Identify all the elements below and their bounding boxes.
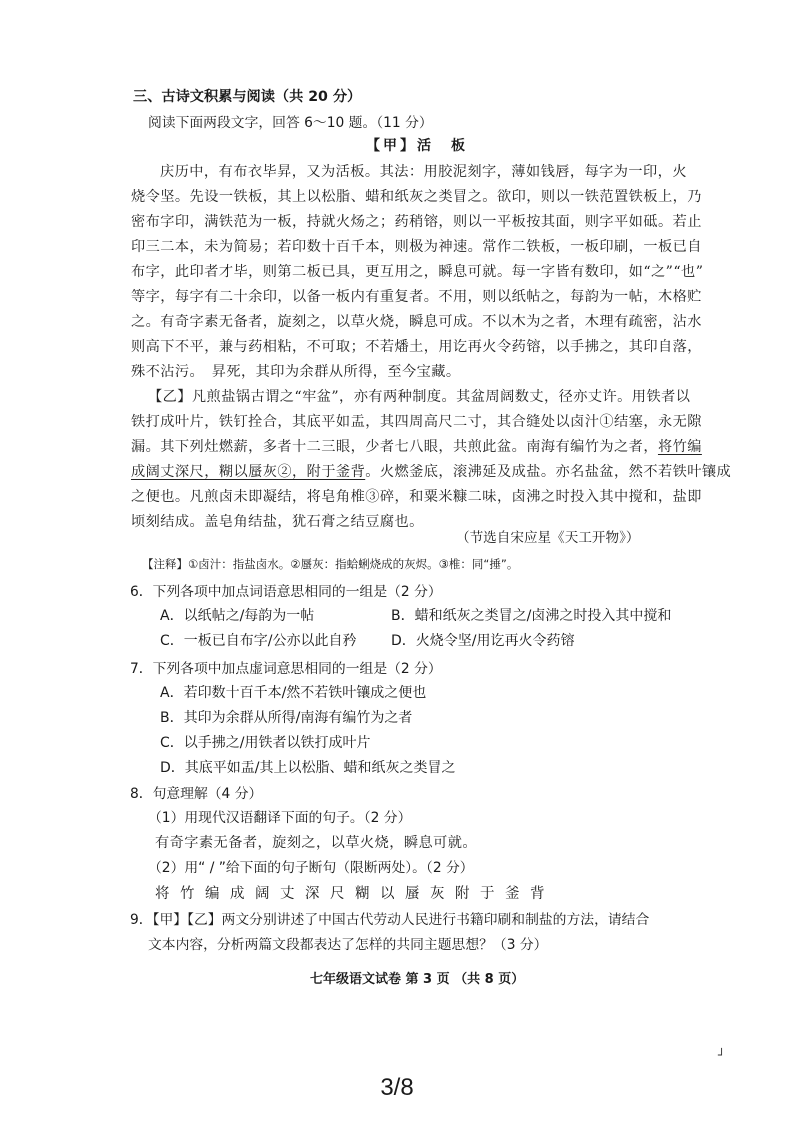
section-title: 三、古诗文积累与阅读（共 20 分） (133, 89, 362, 105)
question-7-stem: 7．下列各项中加点虚词意思相同的一组是（2 分） (130, 661, 442, 677)
passage-jia-line: 庆历中，有布衣毕昇，又为活板。其法：用胶泥刻字，薄如钱唇，每字为一印，火 (160, 164, 687, 180)
reading-intro: 阅读下面两段文字，回答 6～10 题。（11 分） (148, 115, 433, 131)
passage-jia-line: 殊不沾污。 昇死，其印为余群从所得，至今宝藏。 (131, 364, 461, 380)
question-9-line: 文本内容，分析两篇文段都表达了怎样的共同主题思想？（3 分） (148, 937, 548, 953)
passage-yi-line (131, 438, 702, 456)
question-6-option-d: D．火烧令坚/用讫再火令药镕 (391, 633, 575, 649)
question-8-sub2-sentence: 将竹编成阔丈深尺糊以蜃灰附于釜背 (155, 886, 555, 902)
source-citation: （节选自宋应星《天工开物》） (456, 530, 640, 546)
question-7-option-c: C．以手拂之/用铁者以铁打成叶片 (160, 735, 371, 751)
scan-mark: ┘ (718, 1048, 726, 1062)
passage-jia-line: 印三二本，未为简易；若印数十百千本，则极为神速。常作二铁板，一板印刷，一板已自 (131, 239, 702, 255)
passage-jia-line: 布字，此印者才毕，则第二板已具，更互用之，瞬息可就。每一字皆有数印，如“之”“也” (131, 264, 704, 280)
question-8-sub2: （2）用“ / ”给下面的句子断句（限断两处）。（2 分） (148, 860, 474, 876)
passage-jia-line: 则高下不平，兼与药相粘，不可取；不若燔土，用讫再火令药镕，以手拂之，其印自落， (131, 339, 702, 355)
passage-jia-line: 之。有奇字素无备者，旋刻之，以草火烧，瞬息可成。不以木为之者，木理有疏密，沾水 (131, 314, 702, 330)
passage-yi-line: 之便也。凡煎卤未即凝结，将皂角椎③碎，和粟米糠二味，卤沸之时投入其中搅和，盐即 (131, 489, 702, 505)
question-7-option-a: A．若印数十百千本/然不若铁叶镶成之便也 (160, 685, 427, 701)
question-8-sub1-sentence: 有奇字素无备者，旋刻之，以草火烧，瞬息可就。 (155, 835, 478, 851)
question-6-stem: 6．下列各项中加点词语意思相同的一组是（2 分） (130, 584, 442, 600)
passage-yi-text: 漏。其下列灶燃薪，多者十二三眼，少者七八眼，共煎此盆。南海有编竹为之者， (131, 439, 658, 455)
question-6-option-a: A．以纸帖之/每韵为一帖 (160, 608, 315, 624)
passage-yi-line: 顷刻结成。盖皂角结盐，犹石膏之结豆腐也。 (131, 514, 424, 530)
passage-yi-line: 铁打成叶片，铁钉拴合，其底平如盂，其四周高尺二寸，其合缝处以卤汁①结塞，永无隙 (131, 414, 702, 430)
question-9-line: 9．【甲】【乙】两文分别讲述了中国古代劳动人民进行书籍印刷和制盐的方法，请结合 (130, 912, 650, 928)
passage-yi-underlined: 将竹编 (657, 439, 702, 455)
page-footer: 七年级语文试卷 第 3 页 （共 8 页） (310, 972, 525, 987)
passage-yi-line: 【乙】凡煎盐锅古谓之“牢盆”，亦有两种制度。其盆周阔数丈，径亦丈许。用铁者以 (148, 389, 691, 405)
passage-jia-line: 密布字印，满铁范为一板，持就火炀之；药稍镕，则以一平板按其面，则字平如砥。若止 (131, 214, 702, 230)
question-7-option-b: B．其印为余群从所得/南海有编竹为之者 (160, 710, 413, 726)
passage-yi-text: 。火燃釜底，滚沸延及成盐。亦名盐盆，然不若铁叶镶成 (365, 464, 732, 480)
annotations: 【注释】①卤汁：指盐卤水。②蜃灰：指蛤蜊烧成的灰烬。③椎：同“捶”。 (142, 557, 519, 571)
question-6-option-c: C．一板已自布字/公亦以此自矜 (160, 633, 357, 649)
page-number: 3/8 (380, 1074, 414, 1101)
passage-yi-underlined: 成阔丈深尺，糊以蜃灰②，附于釜背 (131, 464, 366, 480)
passage-jia-line: 烧令坚。先设一铁板，其上以松脂、蜡和纸灰之类冒之。欲印，则以一铁范置铁板上，乃 (131, 189, 702, 205)
question-8-stem: 8．句意理解（4 分） (130, 786, 263, 802)
question-7-option-d: D．其底平如盂/其上以松脂、蜡和纸灰之类冒之 (160, 760, 456, 776)
question-6-option-b: B．蜡和纸灰之类冒之/卤沸之时投入其中搅和 (391, 608, 672, 624)
passage-yi-line (131, 463, 731, 481)
passage-jia-line: 等字，每字有二十余印，以备一板内有重复者。不用，则以纸帖之，每韵为一帖，木格贮 (131, 289, 702, 305)
passage-jia-title: 【甲】活 板 (366, 138, 468, 154)
question-8-sub1: （1）用现代汉语翻译下面的句子。（2 分） (148, 810, 412, 826)
